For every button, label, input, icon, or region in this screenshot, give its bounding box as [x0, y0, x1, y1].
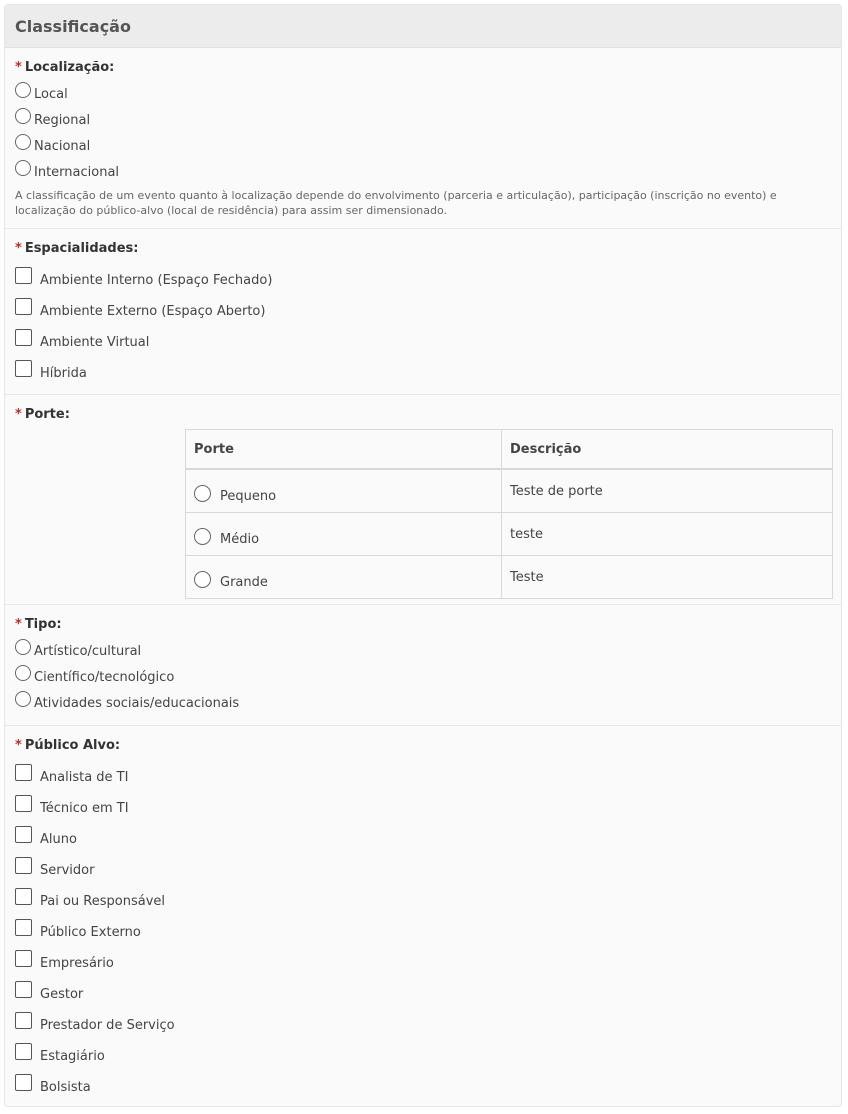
espacialidades-label-text: Espacialidades: [24, 241, 139, 256]
option-label: Ambiente Interno (Espaço Fechado) [40, 273, 273, 288]
espacialidades-option[interactable] [15, 352, 831, 383]
tipo-label-text: Tipo: [24, 617, 62, 632]
publico-alvo-section [5, 726, 841, 1107]
espacialidades-label [15, 239, 831, 259]
checkbox[interactable] [15, 329, 32, 346]
localizacao-option[interactable] [15, 104, 831, 130]
checkbox[interactable] [15, 764, 32, 781]
option-label: Público Externo [40, 925, 141, 940]
tipo-option[interactable] [15, 661, 831, 687]
porte-cell[interactable] [186, 556, 502, 599]
radio-button[interactable] [15, 108, 31, 124]
publico-alvo-option[interactable] [15, 849, 831, 880]
option-label: Ambiente Virtual [40, 335, 150, 350]
option-label: Estagiário [40, 1049, 105, 1064]
option-label: Local [34, 87, 68, 102]
publico-alvo-option[interactable] [15, 911, 831, 942]
tipo-section [5, 605, 841, 726]
option-label: Ambiente Externo (Espaço Aberto) [40, 304, 266, 319]
radio-button[interactable] [15, 639, 31, 655]
publico-alvo-option[interactable] [15, 1066, 831, 1097]
table-header-row [186, 430, 833, 470]
radio-button[interactable] [15, 160, 31, 176]
tipo-label [15, 615, 831, 635]
localizacao-option[interactable] [15, 78, 831, 104]
column-header-descricao: Descrição [502, 430, 833, 470]
tipo-option[interactable] [15, 687, 831, 713]
option-label: Analista de TI [40, 770, 129, 785]
tipo-option[interactable] [15, 635, 831, 661]
publico-alvo-label-text: Público Alvo: [24, 738, 121, 753]
porte-cell[interactable] [186, 469, 502, 513]
checkbox[interactable] [15, 888, 32, 905]
espacialidades-option[interactable] [15, 290, 831, 321]
publico-alvo-option[interactable] [15, 942, 831, 973]
localizacao-option[interactable] [15, 156, 831, 182]
porte-option-label: Grande [220, 575, 268, 590]
option-label: Prestador de Serviço [40, 1018, 175, 1033]
radio-button[interactable] [15, 82, 31, 98]
localizacao-label [15, 58, 831, 78]
column-header-porte: Porte [186, 430, 502, 470]
localizacao-help-text: A classificação de um evento quanto à localização depende do envolvimento (parceria e articulação), participação (inscrição no evento) e localização do público-alvo (local de residência) para assim ser dimensionado. [15, 189, 777, 217]
publico-alvo-option[interactable] [15, 973, 831, 1004]
required-marker: * [15, 407, 22, 422]
porte-table [185, 429, 833, 599]
descricao-cell: Teste [502, 556, 833, 599]
porte-label-text: Porte: [24, 407, 70, 422]
publico-alvo-option[interactable] [15, 1035, 831, 1066]
option-label: Regional [34, 113, 91, 128]
checkbox[interactable] [15, 360, 32, 377]
descricao-cell: Teste de porte [502, 469, 833, 513]
checkbox[interactable] [15, 1012, 32, 1029]
checkbox[interactable] [15, 950, 32, 967]
radio-button[interactable] [15, 134, 31, 150]
publico-alvo-option[interactable] [15, 880, 831, 911]
checkbox[interactable] [15, 857, 32, 874]
classificacao-panel [4, 4, 842, 1107]
option-label: Internacional [34, 165, 120, 180]
option-label: Técnico em TI [40, 801, 129, 816]
porte-option-label: Pequeno [220, 489, 277, 504]
required-marker: * [15, 617, 22, 632]
option-label: Bolsista [40, 1080, 91, 1095]
panel-title: Classificação [5, 5, 841, 48]
espacialidades-option[interactable] [15, 321, 831, 352]
checkbox[interactable] [15, 1074, 32, 1091]
porte-label [15, 405, 831, 425]
option-label: Híbrida [40, 366, 87, 381]
publico-alvo-option[interactable] [15, 1004, 831, 1035]
option-label: Nacional [34, 139, 91, 154]
publico-alvo-option[interactable] [15, 787, 831, 818]
publico-alvo-option[interactable] [15, 756, 831, 787]
option-label: Artístico/cultural [34, 644, 142, 659]
option-label: Empresário [40, 956, 114, 971]
porte-section [5, 395, 841, 605]
porte-option-label: Médio [220, 532, 260, 547]
table-row [186, 469, 833, 513]
localizacao-section [5, 48, 841, 229]
option-label: Aluno [40, 832, 77, 847]
radio-button[interactable] [194, 485, 211, 502]
localizacao-option[interactable] [15, 130, 831, 156]
required-marker: * [15, 241, 22, 256]
checkbox[interactable] [15, 826, 32, 843]
radio-button[interactable] [194, 571, 211, 588]
checkbox[interactable] [15, 267, 32, 284]
checkbox[interactable] [15, 1043, 32, 1060]
option-label: Gestor [40, 987, 84, 1002]
option-label: Científico/tecnológico [34, 670, 175, 685]
option-label: Atividades sociais/educacionais [34, 696, 240, 711]
publico-alvo-label [15, 736, 831, 756]
espacialidades-option[interactable] [15, 259, 831, 290]
espacialidades-section [5, 229, 841, 395]
table-row [186, 513, 833, 556]
publico-alvo-option[interactable] [15, 818, 831, 849]
checkbox[interactable] [15, 298, 32, 315]
checkbox[interactable] [15, 919, 32, 936]
radio-button[interactable] [15, 665, 31, 681]
descricao-cell: teste [502, 513, 833, 556]
option-label: Pai ou Responsável [40, 894, 165, 909]
radio-button[interactable] [194, 528, 211, 545]
porte-cell[interactable] [186, 513, 502, 556]
required-marker: * [15, 60, 22, 75]
radio-button[interactable] [15, 691, 31, 707]
table-row [186, 556, 833, 599]
required-marker: * [15, 738, 22, 753]
option-label: Servidor [40, 863, 95, 878]
checkbox[interactable] [15, 795, 32, 812]
checkbox[interactable] [15, 981, 32, 998]
localizacao-label-text: Localização: [24, 60, 115, 75]
